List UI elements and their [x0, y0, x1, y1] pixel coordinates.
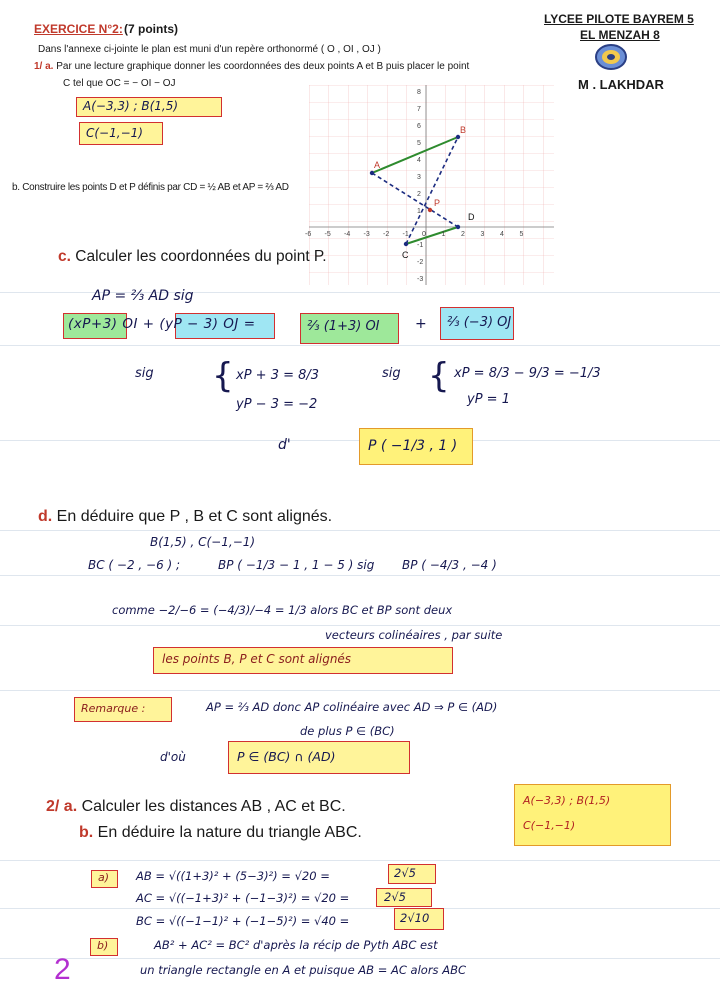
exercise-title: EXERCICE N°2: [34, 22, 123, 36]
sys2-brace: { [428, 356, 450, 396]
x-tick-label: -2 [383, 231, 390, 238]
answer-p-box: P ( −1/3 , 1 ) [359, 428, 473, 465]
point-p [428, 208, 432, 212]
page-number: 2 [54, 953, 71, 986]
b-line2: un triangle rectangle en A et puisque AB = AC alors ABC [140, 963, 466, 977]
rhs-x-box: ⅔ (1+3) OI [300, 313, 399, 344]
donc-word: d' [278, 437, 291, 453]
sys1-line1: xP + 3 = 8/3 [236, 368, 320, 383]
sys1-line2: yP − 3 = −2 [236, 397, 318, 412]
q1d-text: d. En déduire que P , B et C sont alignés. [38, 508, 333, 525]
teacher-name: M . LAKHDAR [578, 77, 664, 92]
work-c-line2a: (xP+3) OI + (yP − 3) OJ = [68, 316, 256, 332]
school-logo [595, 44, 627, 70]
x-tick-label: -5 [324, 231, 331, 238]
y-tick-label: 5 [417, 140, 421, 147]
label-c: C [402, 250, 409, 260]
ab-answer-box: 2√5 [388, 864, 436, 884]
bc-line: BC = √((−1−1)² + (−1−5)²) = √40 = [136, 914, 350, 928]
y-tick-label: 4 [417, 157, 421, 164]
q2a-text: 2/ a. Calculer les distances AB , AC et BC. [46, 798, 346, 815]
remarque-box: Remarque : [74, 697, 172, 722]
bc-answer-box: 2√10 [394, 908, 444, 930]
x-tick-label: -3 [363, 231, 370, 238]
y-tick-label: 3 [417, 174, 421, 181]
label-a: A [374, 160, 381, 170]
q1b-text: b. Construire les points D et P définis par CD = ½ AB et AP = ⅔ AD [12, 182, 289, 193]
tag-a-box: a) [91, 870, 118, 888]
remark-line1: AP = ⅔ AD donc AP colinéaire avec AD ⇒ P ∈ (AD) [206, 700, 498, 714]
x-tick-label: -6 [305, 231, 312, 238]
school-city: EL MENZAH 8 [580, 28, 660, 42]
school-name: LYCEE PILOTE BAYREM 5 [544, 12, 694, 26]
q2b-text: b. En déduire la nature du triangle ABC. [79, 824, 362, 841]
answer-c-box: C(−1,−1) [79, 122, 163, 145]
vec-bc: BC ( −2 , −6 ) ; [88, 558, 181, 572]
x-tick-label: 5 [519, 231, 524, 238]
y-tick-label: 1 [417, 208, 421, 215]
coordinate-graph [300, 82, 560, 297]
remark-dou: d'où [160, 750, 186, 764]
point-c [404, 242, 408, 246]
q1a-text2: C tel que OC = − OI − OJ [63, 78, 176, 89]
intersection-box: P ∈ (BC) ∩ (AD) [228, 741, 410, 774]
sys1-sig: sig [135, 366, 154, 381]
y-tick-label: 6 [417, 123, 421, 130]
coords-bc: B(1,5) , C(−1,−1) [150, 535, 256, 549]
x-tick-label: 4 [500, 231, 504, 238]
x-tick-label: 2 [461, 231, 465, 238]
work-c-line1: AP = ⅔ AD sig [92, 288, 194, 304]
x-tick-label: -4 [344, 231, 351, 238]
x-tick-label: 0 [422, 231, 426, 238]
label-p: P [434, 198, 441, 208]
x-tick-label: -1 [402, 231, 409, 238]
ac-answer-box: 2√5 [376, 888, 432, 907]
y-tick-label: -1 [417, 242, 424, 249]
rhs-y-box: ⅔ (−3) OJ [440, 307, 514, 340]
tag-b-box: b) [90, 938, 118, 956]
intro-text: Dans l'annexe ci-jointe le plan est muni d'un repère orthonormé ( O , OI , OJ ) [38, 44, 381, 55]
sys2-sig: sig [382, 366, 401, 381]
plus-sign: + [415, 316, 427, 332]
graph-svg [300, 82, 560, 292]
ab-line: AB = √((1+3)² + (5−3)²) = √20 = [136, 869, 330, 883]
answer-ab-box: A(−3,3) ; B(1,5) [76, 97, 222, 117]
label-b: B [460, 125, 467, 135]
y-tick-label: 8 [417, 89, 421, 96]
x-tick-label: 1 [441, 231, 446, 238]
y-tick-label: 2 [417, 191, 421, 198]
remark-line2: de plus P ∈ (BC) [300, 724, 395, 738]
sys2-line2: yP = 1 [467, 392, 510, 407]
q1c-text: c. Calculer les coordonnées du point P. [58, 248, 327, 265]
y-tick-label: -3 [417, 276, 424, 283]
point-d [456, 225, 460, 229]
aligned-conclusion-box: les points B, P et C sont alignés [153, 647, 453, 674]
point-a [370, 171, 374, 175]
point-b [456, 135, 460, 139]
y-tick-label: 7 [417, 106, 421, 113]
y-tick-label: -2 [417, 259, 424, 266]
vec-bp: BP ( −1/3 − 1 , 1 − 5 ) sig [218, 558, 375, 572]
suite-line: vecteurs colinéaires , par suite [325, 628, 503, 642]
q1a-text: 1/ a. Par une lecture graphique donner les coordonnées des deux points A et B puis placer le point [34, 61, 470, 72]
comme-line: comme −2/−6 = (−4/3)/−4 = 1/3 alors BC et BP sont deux [112, 603, 453, 617]
x-tick-label: 3 [480, 231, 485, 238]
exercise-points: (7 points) [124, 22, 178, 36]
b-line1: AB² + AC² = BC² d'après la récip de Pyth ABC est [154, 938, 438, 952]
label-d: D [468, 212, 475, 222]
ac-line: AC = √((−1+3)² + (−1−3)²) = √20 = [136, 891, 350, 905]
sys1-brace: { [212, 356, 234, 396]
coords-note-box: A(−3,3) ; B(1,5) C(−1,−1) [514, 784, 671, 846]
vec-bp2: BP ( −4/3 , −4 ) [402, 558, 497, 572]
sys2-line1: xP = 8/3 − 9/3 = −1/3 [454, 366, 601, 381]
